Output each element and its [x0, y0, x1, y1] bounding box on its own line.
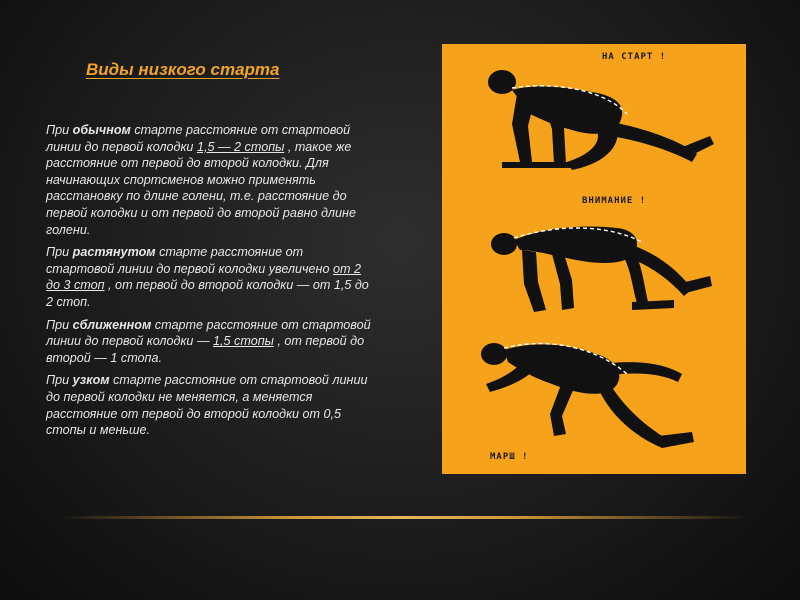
stage-label-on-marks: НА СТАРТ ! [602, 52, 667, 62]
runner-go-figure [481, 343, 694, 448]
stage-label-go: МАРШ ! [490, 452, 529, 462]
paragraph-standard-start [46, 122, 371, 238]
paragraph-bunched-start [46, 317, 371, 367]
paragraph-lead: При [46, 123, 73, 137]
keyword-narrow: узком [72, 373, 110, 388]
distance-link-bunched[interactable]: 1,5 стопы [213, 334, 274, 349]
paragraph-text: старте расстояние от стартовой линии до первой колодки увеличено [46, 245, 333, 276]
paragraph-extended-start [46, 244, 371, 310]
paragraph-text: , от первой до второй колодки — от 1,5 до 2 стоп. [46, 278, 369, 309]
slide-title: Виды низкого старта [86, 60, 280, 79]
keyword-standard: обычном [72, 123, 131, 137]
distance-link-standard[interactable]: 1,5 — 2 стопы [196, 139, 285, 154]
stage-label-set: ВНИМАНИЕ ! [582, 196, 647, 206]
paragraph-narrow-start [46, 372, 371, 438]
runner-set-figure [491, 227, 712, 313]
sprinter-silhouettes [442, 44, 746, 474]
distance-link-extended[interactable]: от 2 до 3 стоп [46, 261, 361, 293]
runner-on-marks-figure [488, 70, 714, 170]
keyword-extended: растянутом [72, 245, 156, 260]
sprint-start-illustration [442, 44, 746, 474]
paragraph-lead: При [46, 317, 73, 332]
keyword-bunched: сближенном [72, 317, 152, 332]
footer-divider [60, 516, 750, 519]
paragraph-text: старте расстояние от стартовой линии до первой колодки не меняется, а меняется расстояние от первой до второй колодки от 0,5 стопы и меньше. [46, 373, 368, 438]
paragraph-lead: При [46, 245, 73, 260]
paragraph-text: , такое же расстояние от первой до второй колодки. Для начинающих спортсменов можно применять расстановку по длине голени, т.е. расстояние до первой колодки и от первой до второй равно длине голени. [46, 139, 356, 237]
paragraph-text: , от первой до второй — 1 стопа. [46, 334, 365, 365]
paragraph-text: старте расстояние от стартовой линии до первой колодки [46, 123, 351, 154]
paragraph-lead: При [46, 373, 73, 388]
paragraph-text: старте расстояние от стартовой линии до первой колодки — [46, 317, 371, 349]
description-text [46, 122, 371, 445]
